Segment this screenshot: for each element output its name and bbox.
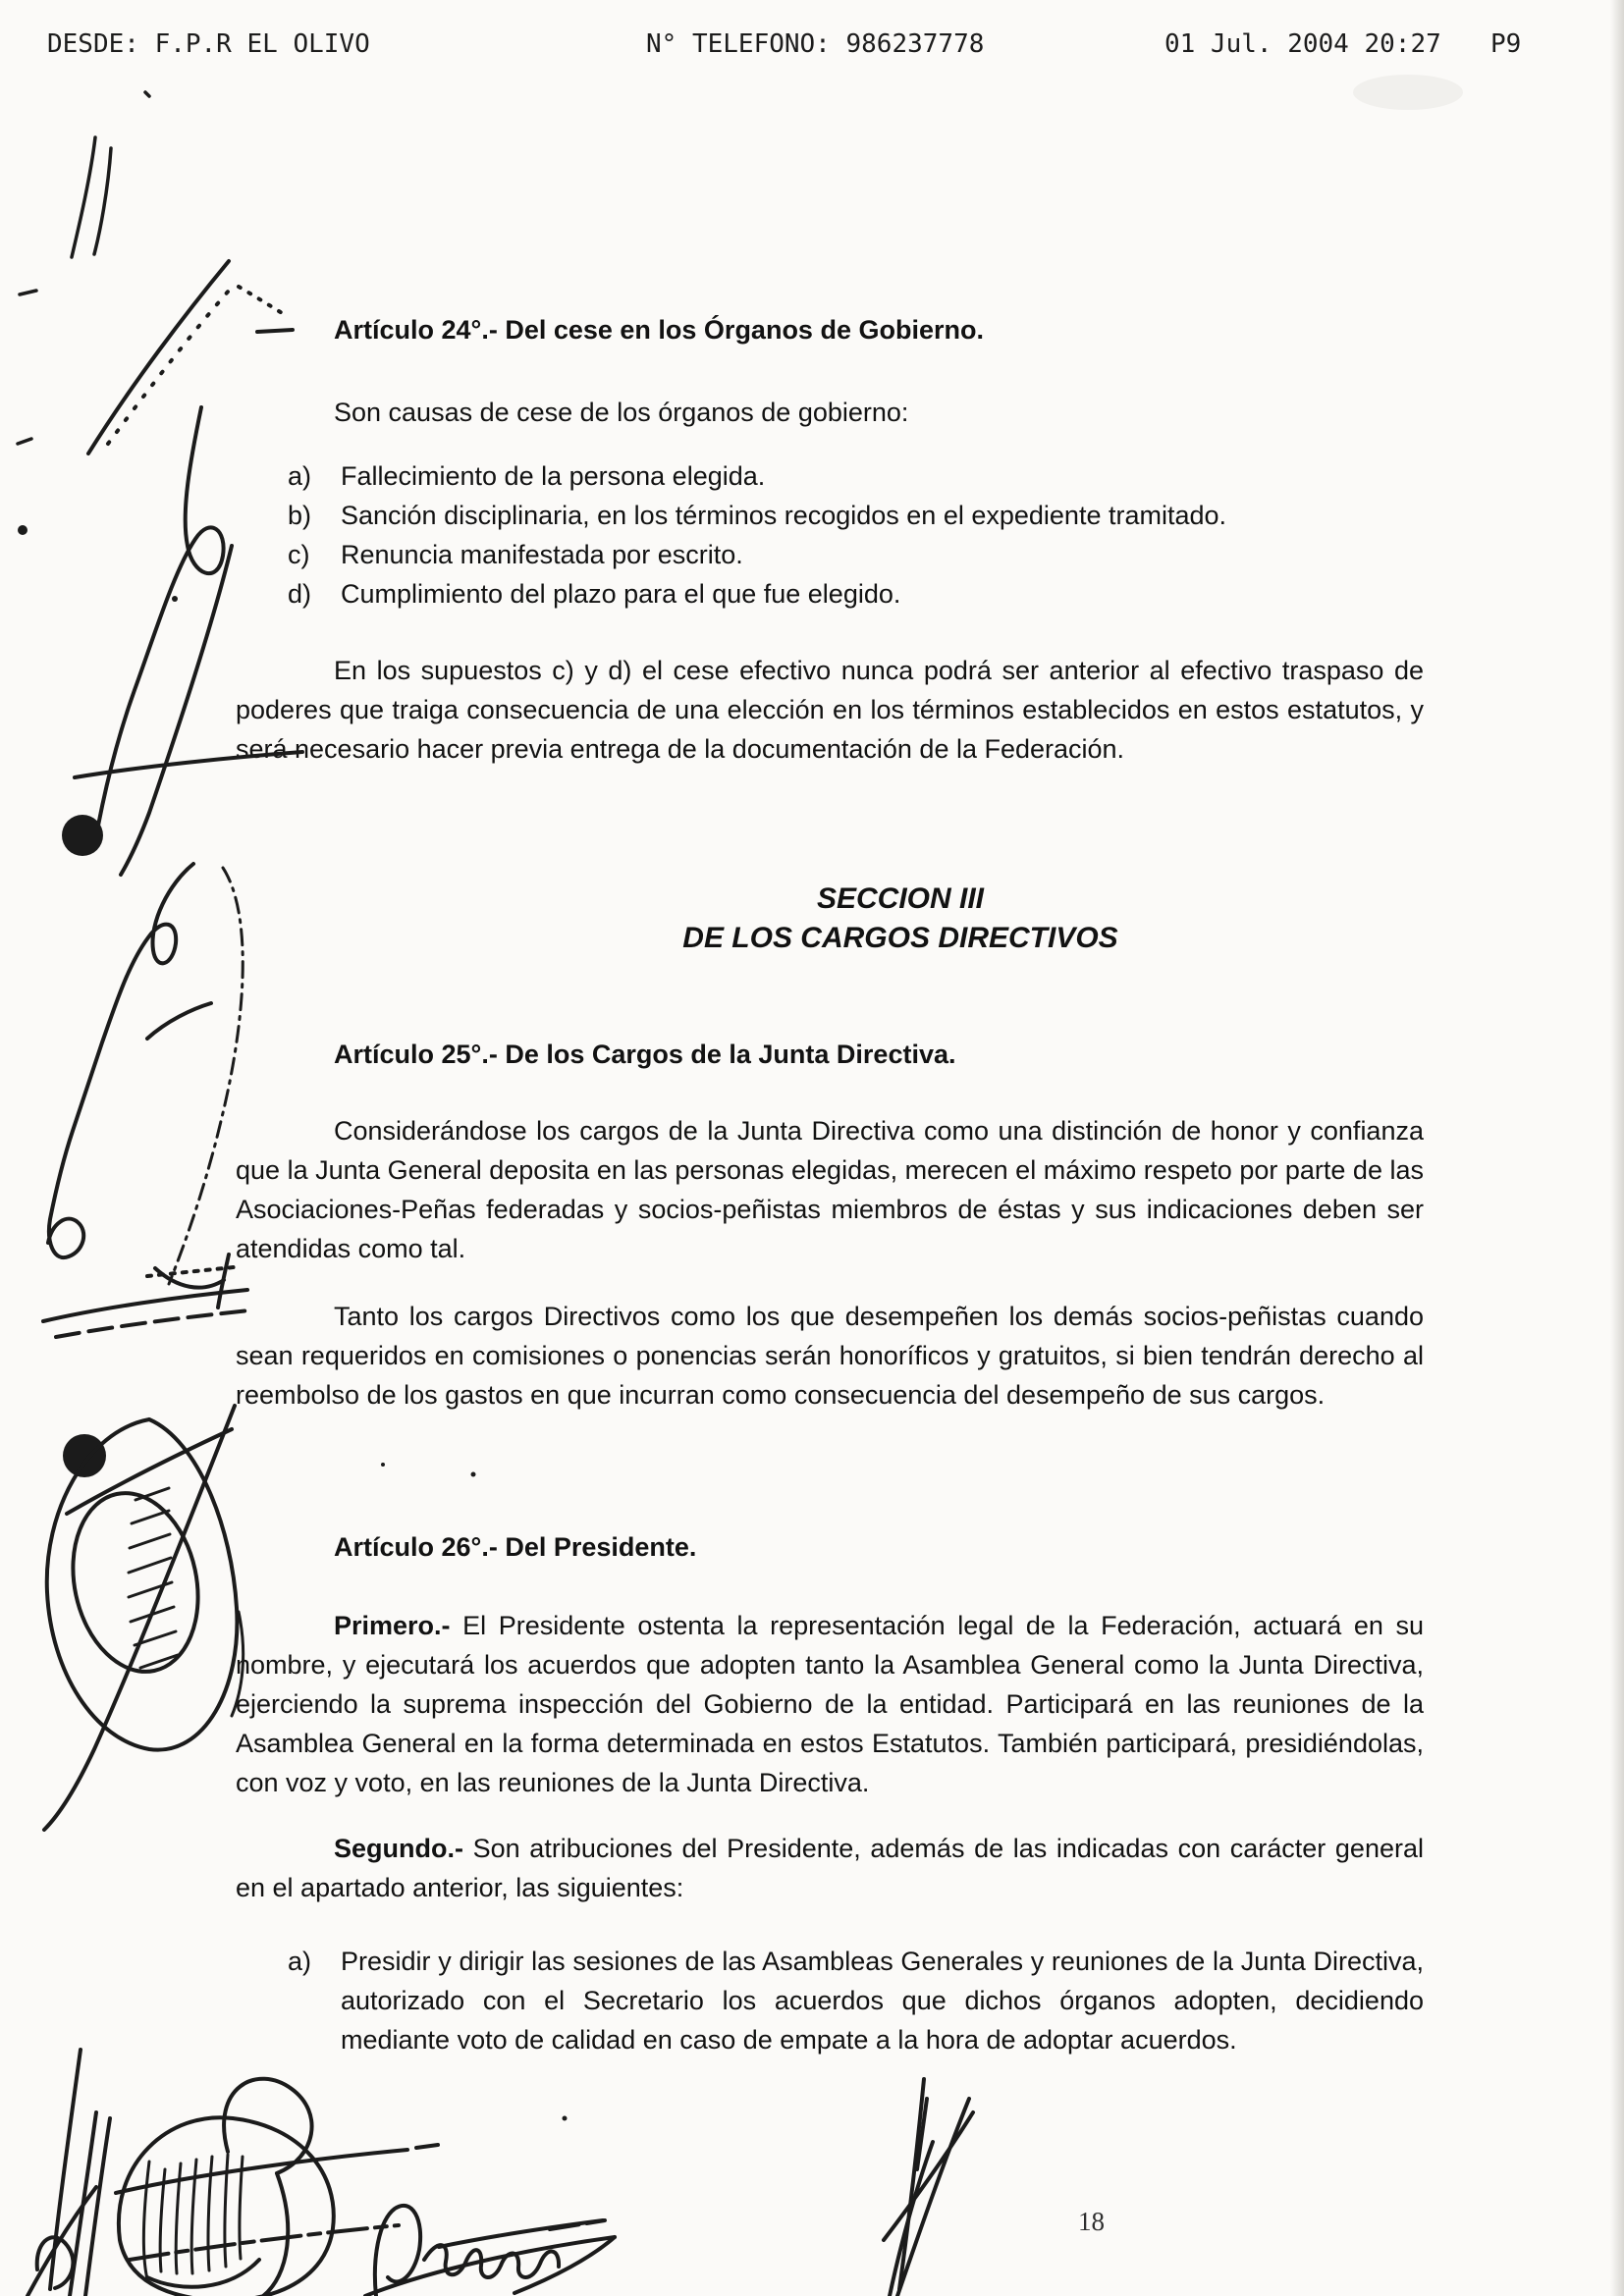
scan-specks xyxy=(172,596,568,2121)
signature-rubric xyxy=(62,261,302,875)
list-item-text: Cumplimiento del plazo para el que fue elegido. xyxy=(341,579,901,609)
ink-dot-2 xyxy=(63,1434,106,1477)
segundo-label: Segundo.- xyxy=(334,1834,463,1863)
signature-montes xyxy=(365,2206,615,2296)
signature-stamp-scribble xyxy=(44,1406,244,1830)
article-24-paragraph: En los supuestos c) y d) el cese efectivo nunca podrá ser anterior al efectivo traspaso de poderes que traiga consecuencia de una elección en los términos establecidos en estos estatutos, y será necesario hacer previa entrega de la documentación de la Federación. xyxy=(236,656,1424,764)
list-item-text: Fallecimiento de la persona elegida. xyxy=(341,461,766,491)
list-item-text: Sanción disciplinaria, en los términos recogidos en el expediente tramitado. xyxy=(341,501,1227,530)
article-24-intro: Son causas de cese de los órganos de gobierno: xyxy=(334,398,909,427)
fax-header-page-code: P9 xyxy=(1490,29,1522,59)
section-3-line1: SECCION III xyxy=(816,882,985,915)
list-item-marker: d) xyxy=(288,579,312,609)
fax-header-datetime: 01 Jul. 2004 20:27 xyxy=(1164,29,1441,59)
article-25-title: Artículo 25°.- De los Cargos de la Junta Directiva. xyxy=(334,1040,956,1069)
list-item-marker: b) xyxy=(288,501,312,530)
segundo-text: Son atribuciones del Presidente, además de las indicadas con carácter general en el apartado anterior, las siguientes: xyxy=(236,1834,1424,1902)
list-item-marker: c) xyxy=(288,540,310,569)
article-25-paragraph-2: Tanto los cargos Directivos como los que desempeñen los demás socios-peñistas cuando sean requeridos en comisiones o ponencias serán honoríficos y gratuitos, si bien tendrán derecho al reembolso de los gastos en que incurran como consecuencia del desempeño de sus cargos. xyxy=(236,1302,1424,1410)
page-number: 18 xyxy=(1078,2207,1105,2236)
article-24-title: Artículo 24°.- Del cese en los Órganos de Gobierno. xyxy=(334,315,984,345)
list-item-text: Renuncia manifestada por escrito. xyxy=(341,540,743,569)
fax-header-from: DESDE: F.P.R EL OLIVO xyxy=(47,29,370,59)
signature-bottom-right xyxy=(884,2079,973,2296)
ink-dot-1 xyxy=(62,815,103,856)
primero-text: El Presidente ostenta la representación legal de la Federación, actuará en su nombre, y ejecutará los acuerdos que adopten tanto la Asamblea General como la Junta Directiva, ejerciendo la suprema inspección del Gobierno de la entidad. Participará en las reuniones de la Asamblea General en la forma determinada en estos Estatutos. También participará, presidiéndolas, con voz y voto, en las reuniones de la Junta Directiva. xyxy=(236,1611,1424,1797)
list-item-marker: a) xyxy=(288,461,312,491)
signature-jose-ramirez xyxy=(48,864,243,1288)
primero-label: Primero.- xyxy=(334,1611,451,1640)
signature-bottom-scribble xyxy=(116,2079,438,2296)
article-26-title: Artículo 26°.- Del Presidente. xyxy=(334,1532,697,1562)
list-item-marker: a) xyxy=(288,1947,312,1976)
fax-header-telephone: N° TELEFONO: 986237778 xyxy=(646,29,985,59)
section-3-line2: DE LOS CARGOS DIRECTIVOS xyxy=(682,922,1118,954)
signature-bottom-left xyxy=(27,2050,110,2296)
signature-top-left xyxy=(18,92,149,535)
list-item-text: Presidir y dirigir las sesiones de las Asambleas Generales y reuniones de la Junta Directiva, autorizado con el Secretario los acuerdos que dichos órganos adopten, decidiendo mediante voto de calidad en caso de empate a la hora de adoptar acuerdos. xyxy=(341,1947,1424,2055)
article-25-paragraph-1: Considerándose los cargos de la Junta Directiva como una distinción de honor y confianza que la Junta General deposita en las personas elegidas, merecen el máximo respeto por parte de las Asociaciones-Peñas federadas y socios-peñistas miembros de éstas y sus indicaciones deben ser atendidas como tal. xyxy=(236,1116,1424,1263)
signature-arrow-marks xyxy=(43,1255,249,1337)
